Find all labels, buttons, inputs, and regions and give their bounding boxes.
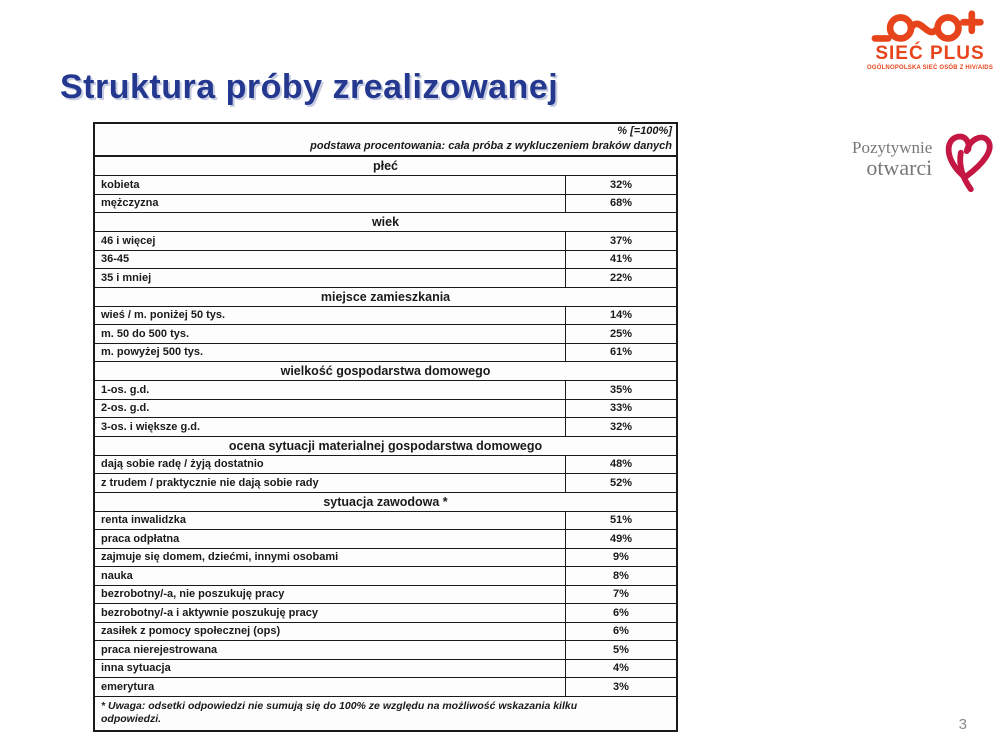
row-value: 7% [565, 586, 676, 604]
table-body [95, 157, 676, 697]
row-label: kobieta [101, 178, 140, 191]
table-row [95, 604, 676, 623]
section-header: ocena sytuacji materialnej gospodarstwa domowego [95, 437, 676, 456]
sample-structure-table [93, 122, 678, 732]
table-header [95, 124, 676, 157]
row-value: 49% [565, 530, 676, 548]
row-label: m. powyżej 500 tys. [101, 346, 204, 359]
table-footnote: * Uwaga: odsetki odpowiedzi nie sumują się do 100% ze względu na możliwość wskazania kilku odpowiedzi. [101, 699, 578, 725]
table-row [95, 232, 676, 251]
row-label: 3-os. i większe g.d. [101, 420, 201, 433]
table-row [95, 567, 676, 586]
row-label: 46 i więcej [101, 234, 156, 247]
section-header: miejsce zamieszkania [95, 288, 676, 307]
pozytywnie-text: Pozytywnie [852, 137, 933, 157]
table-header-percent: % [=100%] [617, 125, 672, 138]
row-label: 2-os. g.d. [101, 402, 150, 415]
table-row [95, 530, 676, 549]
page-number: 3 [958, 716, 967, 733]
table-row [95, 549, 676, 568]
row-value: 14% [565, 307, 676, 325]
row-value: 33% [565, 400, 676, 418]
row-label: nauka [101, 569, 133, 582]
row-value: 68% [565, 195, 676, 213]
table-row [95, 586, 676, 605]
row-value: 22% [565, 269, 676, 287]
row-value: 48% [565, 456, 676, 474]
row-label: m. 50 do 500 tys. [101, 327, 190, 340]
row-label: bezrobotny/-a, nie poszukuję pracy [101, 588, 285, 601]
table-row [95, 344, 676, 363]
table-row [95, 418, 676, 437]
row-value: 32% [565, 176, 676, 194]
row-label: dają sobie radę / żyją dostatnio [101, 458, 264, 471]
row-value: 8% [565, 567, 676, 585]
row-value: 9% [565, 549, 676, 567]
row-label: inna sytuacja [101, 662, 171, 675]
siec-plus-tagline: OGÓLNOPOLSKA SIEĆ OSÓB Z HIV/AIDS [866, 65, 994, 71]
row-value: 61% [565, 344, 676, 362]
table-row [95, 641, 676, 660]
row-label: emerytura [101, 680, 155, 693]
row-label: wieś / m. poniżej 50 tys. [101, 309, 226, 322]
section-header: sytuacja zawodowa * [95, 493, 676, 512]
row-label: mężczyzna [101, 197, 159, 210]
row-label: z trudem / praktycznie nie dają sobie rady [101, 476, 319, 489]
oso-plus-glasses-icon [871, 8, 989, 46]
row-value: 41% [565, 251, 676, 269]
table-row [95, 176, 676, 195]
row-label: zasiłek z pomocy społecznej (ops) [101, 625, 281, 638]
table-row [95, 678, 676, 697]
row-label: praca nierejestrowana [101, 643, 218, 656]
row-label: 35 i mniej [101, 271, 152, 284]
table-row [95, 660, 676, 679]
section-header: wiek [95, 213, 676, 232]
section-header: wielkość gospodarstwa domowego [95, 362, 676, 381]
pozytywnie-otwarci-logo [852, 118, 997, 200]
siec-plus-logo [866, 8, 994, 71]
table-row [95, 400, 676, 419]
table-row [95, 381, 676, 400]
page-title: Struktura próby zrealizowanej [60, 68, 559, 106]
table-row [95, 456, 676, 475]
table-header-base: podstawa procentowania: cała próba z wykluczeniem braków danych [310, 139, 672, 152]
row-value: 3% [565, 678, 676, 696]
aids-ribbon-heart-icon [936, 118, 994, 200]
table-row [95, 307, 676, 326]
row-label: zajmuje się domem, dziećmi, innymi osobami [101, 551, 339, 564]
table-row [95, 251, 676, 270]
row-value: 52% [565, 474, 676, 492]
table-row [95, 269, 676, 288]
table-row [95, 623, 676, 642]
siec-plus-wordmark: SIEĆ PLUS [875, 43, 985, 64]
table-row [95, 325, 676, 344]
row-value: 35% [565, 381, 676, 399]
row-value: 25% [565, 325, 676, 343]
row-value: 32% [565, 418, 676, 436]
row-value: 6% [565, 604, 676, 622]
row-label: 1-os. g.d. [101, 383, 150, 396]
row-label: renta inwalidzka [101, 514, 186, 527]
otwarci-text: otwarci [866, 155, 933, 181]
row-value: 37% [565, 232, 676, 250]
row-label: praca odpłatna [101, 532, 180, 545]
row-label: 36-45 [101, 253, 130, 266]
row-label: bezrobotny/-a i aktywnie poszukuję pracy [101, 606, 318, 619]
row-value: 5% [565, 641, 676, 659]
row-value: 4% [565, 660, 676, 678]
table-row [95, 474, 676, 493]
table-row [95, 512, 676, 531]
pozytywnie-otwarci-wordmark [852, 139, 932, 180]
table-row [95, 195, 676, 214]
row-value: 6% [565, 623, 676, 641]
section-header: płeć [95, 157, 676, 176]
row-value: 51% [565, 512, 676, 530]
